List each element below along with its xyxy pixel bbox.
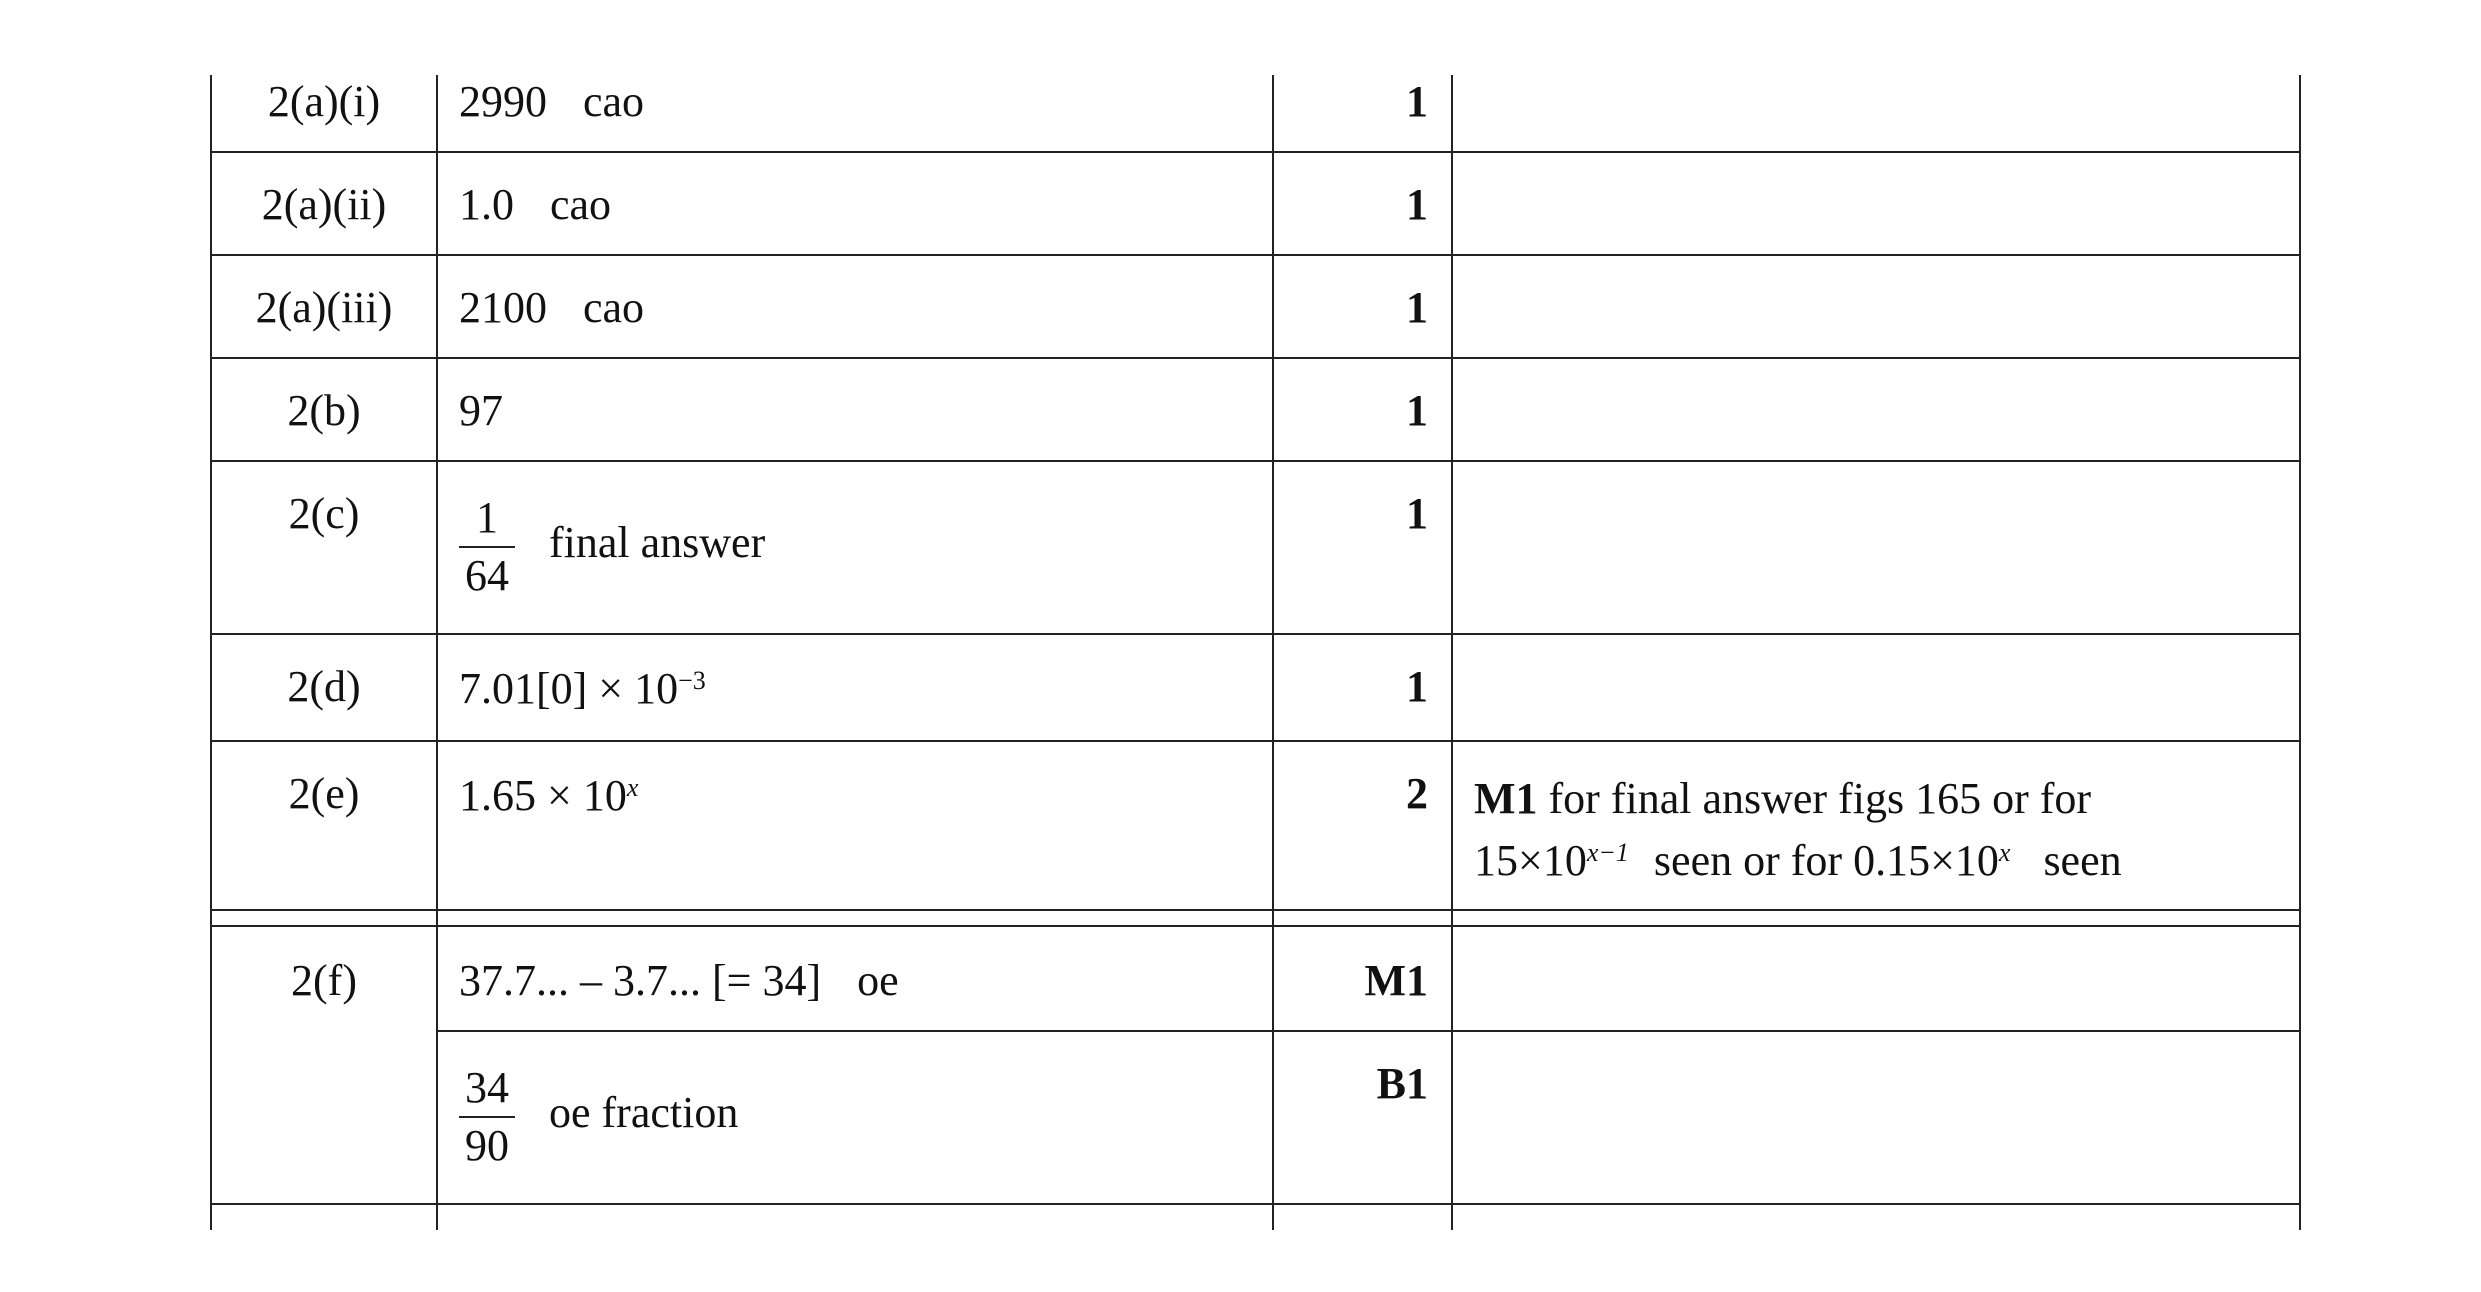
row-divider-double	[210, 925, 2301, 927]
answer-value: 1.65 × 10	[459, 771, 627, 820]
answer-value: 7.01[0] × 10	[459, 664, 679, 713]
row-divider	[210, 909, 2301, 911]
answer-value: 2990	[459, 77, 547, 126]
answer	[459, 955, 899, 1007]
column-divider	[1451, 75, 1453, 1230]
question-number: 2(b)	[287, 386, 361, 435]
exponent: x	[626, 773, 639, 802]
row-divider	[210, 633, 2301, 635]
question-number: 2(c)	[288, 489, 360, 538]
answer-note: oe	[857, 956, 899, 1005]
mark-code: M1	[1474, 774, 1538, 823]
table-border-left	[210, 75, 212, 1230]
row-divider	[436, 1030, 2301, 1032]
marks: B1	[1376, 1059, 1428, 1108]
guidance-text: seen or for	[1653, 836, 1843, 885]
question-number: 2(e)	[288, 769, 360, 818]
row-divider	[210, 1203, 2301, 1205]
answer-note: cao	[583, 283, 645, 332]
marks: 1	[1406, 283, 1428, 332]
table-border-right	[2299, 75, 2301, 1230]
marks: 1	[1406, 662, 1428, 711]
marks: 1	[1406, 386, 1428, 435]
marks: M1	[1364, 956, 1428, 1005]
column-divider	[1272, 75, 1274, 1230]
answer-value: 2100	[459, 283, 547, 332]
fraction-numerator: 34	[465, 1063, 509, 1112]
answer-note: cao	[550, 180, 612, 229]
guidance-line	[1474, 768, 2122, 830]
exponent: −3	[678, 666, 706, 695]
fraction	[459, 490, 515, 604]
row-divider	[210, 357, 2301, 359]
answer-value: 97	[459, 386, 503, 435]
answer-value: 1.0	[459, 180, 514, 229]
question-number: 2(a)(i)	[267, 77, 381, 126]
exponent: x	[1998, 838, 2011, 867]
fraction-denominator: 64	[465, 551, 509, 600]
answer	[459, 770, 638, 822]
column-divider	[436, 75, 438, 1230]
answer	[459, 663, 706, 715]
fraction	[459, 1060, 515, 1174]
row-divider	[210, 460, 2301, 462]
answer-note: cao	[583, 77, 645, 126]
answer-value: 37.7... – 3.7... [= 34]	[459, 956, 822, 1005]
question-number: 2(d)	[287, 662, 361, 711]
answer	[459, 76, 644, 128]
answer	[459, 490, 765, 604]
answer	[459, 385, 503, 437]
guidance-text: seen	[2043, 836, 2122, 885]
answer-note: final answer	[549, 518, 766, 568]
answer-note: oe fraction	[549, 1088, 739, 1138]
question-number: 2(f)	[291, 956, 357, 1005]
answer	[459, 179, 611, 231]
question-number: 2(a)(ii)	[261, 180, 387, 229]
marks: 1	[1406, 489, 1428, 538]
marks: 1	[1406, 180, 1428, 229]
row-divider	[210, 254, 2301, 256]
guidance-expression: 0.15×10	[1853, 836, 1999, 885]
row-divider	[210, 740, 2301, 742]
answer	[459, 1060, 738, 1174]
guidance-line	[1474, 830, 2122, 892]
guidance-text: for final answer figs 165 or for	[1548, 774, 2092, 823]
fraction-denominator: 90	[465, 1121, 509, 1170]
answer	[459, 282, 644, 334]
guidance	[1474, 768, 2122, 892]
marks: 1	[1406, 77, 1428, 126]
exponent: x−1	[1586, 838, 1629, 867]
guidance-expression: 15×10	[1474, 836, 1587, 885]
fraction-numerator: 1	[476, 493, 498, 542]
question-number: 2(a)(iii)	[255, 283, 393, 332]
marks: 2	[1406, 769, 1428, 818]
row-divider	[210, 151, 2301, 153]
